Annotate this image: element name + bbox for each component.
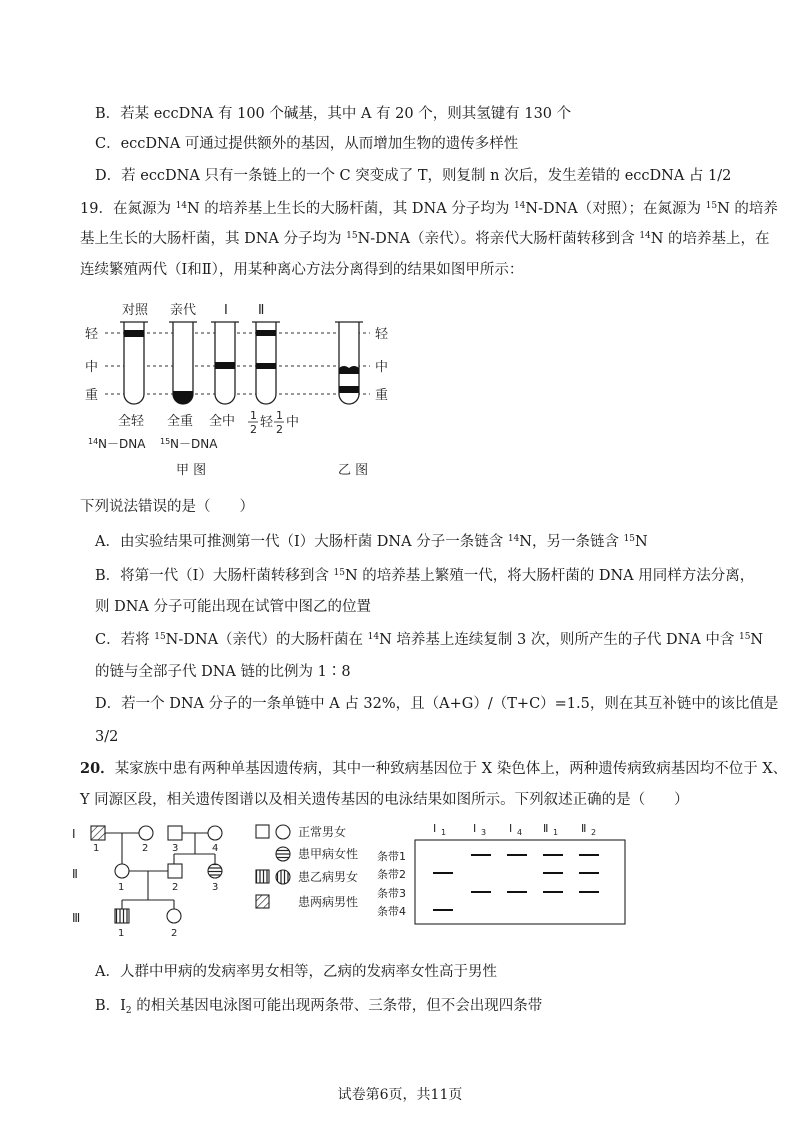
svg-text:1: 1 xyxy=(118,928,125,939)
option-d-prev: D．若 eccDNA 只有一条链上的一个 C 突变成了 T，则复制 n 次后，发生差错的 eccDNA 占 1/2 xyxy=(95,168,732,184)
q20-option-a: A．人群中甲病的发病率男女相等，乙病的发病率女性高于男性 xyxy=(95,964,497,980)
svg-text:2: 2 xyxy=(172,882,179,893)
band-gen2-mid xyxy=(256,363,276,369)
label-parent: 亲代 xyxy=(170,303,197,318)
pedigree-figure xyxy=(70,818,375,950)
q20-option-b: B．$I_2$ 的相关基因电泳图可能出现两条带、三条带，但不会出现四条带 xyxy=(95,998,543,1016)
svg-text:Ⅰ: Ⅰ xyxy=(473,822,477,835)
svg-text:2: 2 xyxy=(142,843,149,854)
svg-text:4: 4 xyxy=(517,828,523,837)
band-label-4: 条带4 xyxy=(377,905,406,918)
svg-text:14: 14 xyxy=(88,437,99,446)
q19-stem: 下列说法错误的是（ ） xyxy=(80,499,254,515)
legend-normal: 正常男女 xyxy=(298,825,347,839)
svg-text:Ⅱ: Ⅱ xyxy=(581,822,587,835)
label-all-heavy: 全重 xyxy=(167,414,194,429)
legend-disease-b: 患乙病男女 xyxy=(298,870,359,884)
q19-line1: 19．在氮源为 $^{14}$N 的培养基上生长的大肠杆菌，其 DNA 分子均为 $^{14}$N-DNA（对照）；在氮源为 $^{15}$N 的培养 xyxy=(80,201,778,217)
svg-text:N－DNA: N－DNA xyxy=(170,437,218,451)
person-I2 xyxy=(139,826,153,840)
svg-text:3: 3 xyxy=(172,843,179,854)
option-c-prev: C．eccDNA 可通过提供额外的基因，从而增加生物的遗传多样性 xyxy=(95,136,519,152)
band-fig-b-heavy xyxy=(339,386,359,393)
gel-figure xyxy=(375,818,650,930)
svg-text:1: 1 xyxy=(553,828,559,837)
label-gen2: Ⅱ xyxy=(258,303,265,318)
person-II2 xyxy=(168,864,182,878)
caption-b: 乙 图 xyxy=(338,463,369,478)
q20-line1: 20．某家族中患有两种单基因遗传病，其中一种致病基因位于 X 染色体上，两种遗传病致病基因均不位于 X、 xyxy=(80,760,788,777)
label-all-light: 全轻 xyxy=(118,414,145,429)
band-gen1-mid xyxy=(215,362,235,369)
q19-line2: 基上生长的大肠杆菌，其 DNA 分子均为 $^{15}$N-DNA（亲代）。将亲代大肠杆菌转移到含 $^{14}$N 的培养基上，在 xyxy=(80,231,770,247)
svg-text:Ⅱ: Ⅱ xyxy=(543,822,549,835)
person-I4 xyxy=(208,826,222,840)
svg-text:Ⅱ: Ⅱ xyxy=(72,867,78,881)
band-control-light xyxy=(124,330,144,337)
svg-text:1: 1 xyxy=(93,843,100,854)
label-light-right: 轻 xyxy=(375,327,389,342)
q19-line3: 连续繁殖两代（Ⅰ和Ⅱ），用某种离心方法分离得到的结果如图甲所示： xyxy=(80,262,524,278)
svg-text:Ⅰ: Ⅰ xyxy=(72,827,76,841)
svg-text:2: 2 xyxy=(276,423,283,436)
label-mid-left: 中 xyxy=(85,360,99,375)
svg-text:Ⅰ: Ⅰ xyxy=(509,822,513,835)
band-label-1: 条带1 xyxy=(377,850,406,863)
svg-text:4: 4 xyxy=(212,843,219,854)
svg-text:Ⅰ: Ⅰ xyxy=(433,822,437,835)
centrifuge-figure xyxy=(80,298,420,483)
person-III2 xyxy=(167,909,181,923)
svg-text:2: 2 xyxy=(250,423,257,436)
q19-option-d1: D．若一个 DNA 分子的一条单链中 A 占 32%，且（A+G）/（T+C）=1.5，则在其互补链中的该比值是 xyxy=(95,696,779,712)
svg-text:2: 2 xyxy=(591,828,597,837)
label-gen1: Ⅰ xyxy=(224,303,228,318)
person-II1 xyxy=(115,864,129,878)
band-label-3: 条带3 xyxy=(377,887,406,900)
label-heavy-right: 重 xyxy=(375,388,389,403)
label-all-mid: 全中 xyxy=(209,414,236,429)
svg-text:1: 1 xyxy=(276,409,283,422)
band-parent-heavy xyxy=(173,391,193,404)
svg-text:中: 中 xyxy=(286,415,300,430)
svg-text:3: 3 xyxy=(212,882,219,893)
person-III1 xyxy=(115,909,129,923)
legend-both: 患两病男性 xyxy=(298,895,359,909)
label-light-left: 轻 xyxy=(85,327,99,342)
svg-text:15: 15 xyxy=(160,437,171,446)
q19-option-a: A．由实验结果可推测第一代（Ⅰ）大肠杆菌 DNA 分子一条链含 $^{14}$N，另一条链含 $^{15}$N xyxy=(95,534,648,550)
caption-a: 甲 图 xyxy=(176,463,207,478)
q19-option-d2: 3/2 xyxy=(95,729,119,745)
svg-text:1: 1 xyxy=(118,882,125,893)
person-II3 xyxy=(208,864,222,878)
label-control: 对照 xyxy=(122,303,149,318)
svg-text:Ⅲ: Ⅲ xyxy=(72,911,81,925)
q19-option-b2: 则 DNA 分子可能出现在试管中图乙的位置 xyxy=(95,599,372,615)
q20-line2: Y 同源区段，相关遗传图谱以及相关遗传基因的电泳结果如图所示。下列叙述正确的是（ ） xyxy=(80,792,689,808)
person-I3 xyxy=(168,826,182,840)
q19-option-c1: C．若将 $^{15}$N-DNA（亲代）的大肠杆菌在 $^{14}$N 培养基上连续复制 3 次，则所产生的子代 DNA 中含 $^{15}$N xyxy=(95,632,764,648)
band-label-2: 条带2 xyxy=(377,868,406,881)
svg-text:N－DNA: N－DNA xyxy=(98,437,146,451)
q19-option-c2: 的链与全部子代 DNA 链的比例为 1∶8 xyxy=(95,664,351,680)
label-heavy-left: 重 xyxy=(85,388,99,403)
svg-text:1: 1 xyxy=(441,828,447,837)
legend-disease-a: 患甲病女性 xyxy=(298,847,359,861)
person-I1 xyxy=(91,826,105,840)
option-b-prev: B．若某 eccDNA 有 100 个碱基，其中 A 有 20 个，则其氢键有 130 个 xyxy=(95,106,572,122)
svg-text:1: 1 xyxy=(250,409,257,422)
band-gen2-light xyxy=(256,330,276,336)
page-footer: 试卷第6页，共11页 xyxy=(337,1087,463,1103)
svg-text:2: 2 xyxy=(171,928,178,939)
label-mid-right: 中 xyxy=(375,360,389,375)
svg-text:3: 3 xyxy=(481,828,487,837)
svg-text:轻: 轻 xyxy=(260,415,274,430)
q19-option-b1: B．将第一代（Ⅰ）大肠杆菌转移到含 $^{15}$N 的培养基上繁殖一代，将大肠杆菌的 DNA 用同样方法分离， xyxy=(95,568,755,584)
